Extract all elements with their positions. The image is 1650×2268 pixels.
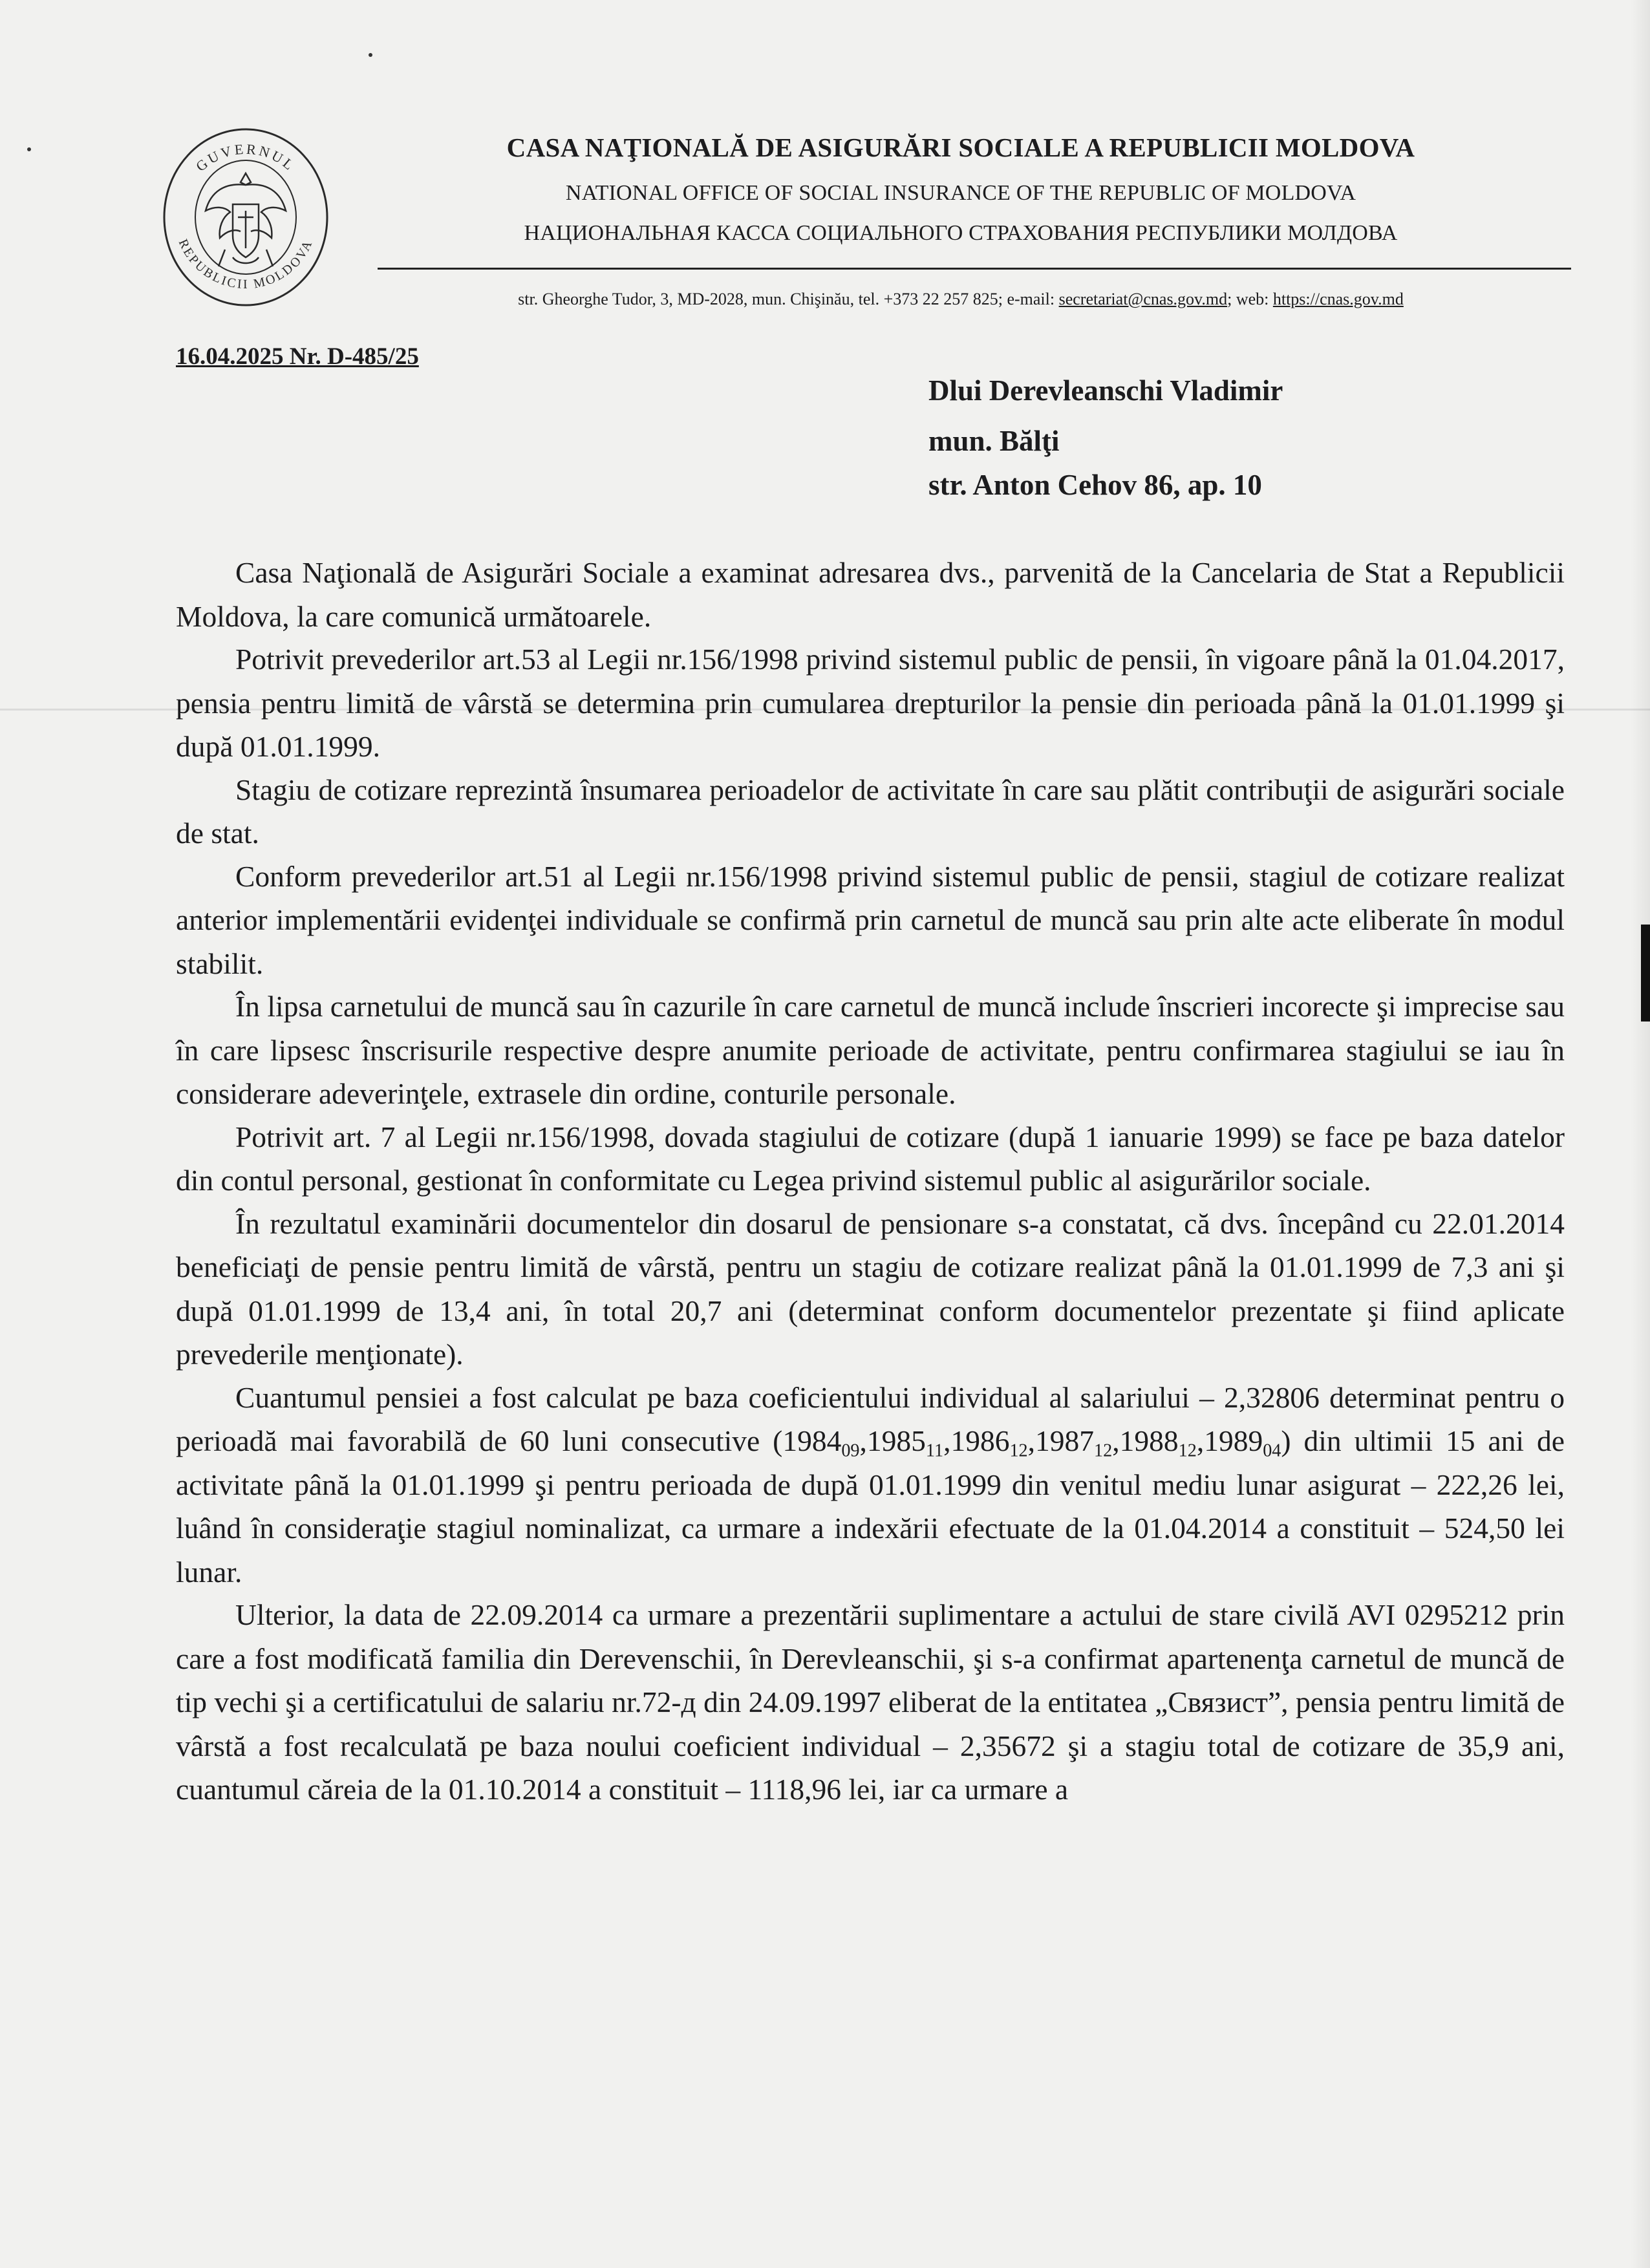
paragraph-8-start: Cuantumul pensiei a fost calculat pe baza coeficientului individual al salariului – 2,32806 determinat pentru o perioadă mai favorabilă de 60 luni consecutive ( (176, 1380, 1565, 1457)
paragraph-8 (176, 1376, 1565, 1594)
scan-edge-mark (1641, 925, 1650, 1022)
scan-speck (27, 147, 31, 151)
letter-body (176, 551, 1565, 1811)
addressee-city: mun. Bălţi (928, 425, 1060, 457)
institution-name-en: NATIONAL OFFICE OF SOCIAL INSURANCE OF THE REPUBLIC OF MOLDOVA (565, 181, 1356, 205)
contact-web-link[interactable]: https://cnas.gov.md (1272, 290, 1404, 308)
period-list (782, 1424, 1281, 1461)
paragraph-6: Potrivit art. 7 al Legii nr.156/1998, dovada stagiului de cotizare (după 1 ianuarie 1999) se face pe baza datelor din contul personal, gestionat în conformitate cu Legea privind sistemul public al asigurărilor sociale. (176, 1120, 1565, 1197)
institution-name-ru: НАЦИОНАЛЬНАЯ КАССА СОЦИАЛЬНОГО СТРАХОВАНИЯ РЕСПУБЛИКИ МОЛДОВА (524, 221, 1398, 245)
period-year: 1985 (866, 1424, 926, 1457)
period-year: 1989 (1204, 1424, 1263, 1457)
period-sep: , (943, 1424, 951, 1457)
period-month: 04 (1263, 1440, 1281, 1461)
addressee-name: Dlui Derevleanschi Vladimir (928, 374, 1283, 407)
period-sep: , (1196, 1424, 1205, 1457)
period-sep: , (1112, 1424, 1120, 1457)
contact-email-link[interactable]: secretariat@cnas.gov.md (1058, 290, 1228, 308)
period-year: 1986 (950, 1424, 1010, 1457)
period-month: 12 (1009, 1440, 1028, 1461)
addressee-street: str. Anton Cehov 86, ap. 10 (928, 469, 1262, 501)
period-year: 1984 (782, 1424, 842, 1457)
paragraph-9: Ulterior, la data de 22.09.2014 ca urmare a prezentării suplimentare a actului de stare civilă AVI 0295212 prin care a fost modificată familia din Derevenschii, în Derevleanschii, şi s-a confirmat apartenenţa carnetul de muncă de tip vechi şi a certificatului de salariu nr.72-д din 24.09.1997 eliberat de la entitatea „Связист”, pensia pentru limită de vârstă a fost recalculată pe baza noului coeficient individual – 2,35672 şi a stagiu total de cotizare de 35,9 ani, cuantumul căreia de la 01.10.2014 a constituit – 1118,96 lei, iar ca urmare a (176, 1598, 1565, 1806)
period-month: 12 (1094, 1440, 1113, 1461)
period-year: 1987 (1035, 1424, 1095, 1457)
emblem-text-bottom: REPUBLICII MOLDOVA (175, 237, 316, 292)
paragraph-3: Stagiu de cotizare reprezintă însumarea perioadelor de activitate în care sau plătit contribuţii de asigurări sociale de stat. (176, 773, 1565, 850)
paragraph-7: În rezultatul examinării documentelor din dosarul de pensionare s-a constatat, că dvs. începând cu 22.01.2014 beneficiaţi de pensie pentru limită de vârstă, pentru un stagiu de cotizare realizat până la 01.01.1999 de 7,3 ani şi după 01.01.1999 de 13,4 ani, în total 20,7 ani (determinat conform documentelor prezentate şi fiind aplicate prevederile menţionate). (176, 1206, 1565, 1371)
paragraph-5: În lipsa carnetului de muncă sau în cazurile în care carnetul de muncă include înscrieri incorecte şi imprecise sau în care lipsesc înscrisurile respective despre anumite perioade de activitate, pentru confirmarea stagiului se iau în considerare adeverinţele, extrasele din ordine, conturile personale. (176, 990, 1565, 1110)
paragraph-8-end: ) din ultimii 15 ani de activitate până la 01.01.1999 şi pentru perioada de după 01.01.1999 din venitul mediu lunar asigurat – 222,26 lei, luând în consideraţie stagiul nominalizat, ca urmare a indexării efectuate de la 01.04.2014 a constituit – 524,50 lei lunar. (176, 1424, 1565, 1589)
paragraph-2: Potrivit prevederilor art.53 al Legii nr.156/1998 privind sistemul public de pensii, în vigoare până la 01.04.2017, pensia pentru limită de vârstă se determina prin cumularea drepturilor la pensie din perioada până la 01.01.1999 şi după 01.01.1999. (176, 643, 1565, 763)
contact-line (349, 290, 1572, 309)
contact-separator: ; web: (1227, 290, 1273, 308)
document-reference-number: 16.04.2025 Nr. D-485/25 (176, 343, 419, 370)
paragraph-1: Casa Naţională de Asigurări Sociale a examinat adresarea dvs., parvenită de la Cancelaria de Stat a Republicii Moldova, la care comunică următoarele. (176, 556, 1565, 633)
emblem-text-top: GUVERNUL (193, 140, 299, 175)
header-divider (378, 268, 1571, 270)
government-emblem-seal (160, 120, 331, 308)
paragraph-4: Conform prevederilor art.51 al Legii nr.156/1998 privind sistemul public de pensii, stagiul de cotizare realizat anterior implementării evidenţei individuale se confirmă prin carnetul de muncă sau prin alte acte eliberate în modul stabilit. (176, 859, 1565, 980)
scan-speck (369, 53, 372, 57)
period-month: 11 (925, 1440, 944, 1461)
period-month: 12 (1178, 1440, 1197, 1461)
period-year: 1988 (1119, 1424, 1179, 1457)
institution-name-ro: CASA NAŢIONALĂ DE ASIGURĂRI SOCIALE A REPUBLICII MOLDOVA (506, 133, 1415, 162)
contact-address: str. Gheorghe Tudor, 3, MD-2028, mun. Chişinău, tel. +373 22 257 825; e-mail: (518, 290, 1059, 308)
paper-edge-shadow (1631, 0, 1650, 2268)
period-sep: , (1027, 1424, 1036, 1457)
period-month: 09 (841, 1440, 860, 1461)
period-sep: , (859, 1424, 867, 1457)
